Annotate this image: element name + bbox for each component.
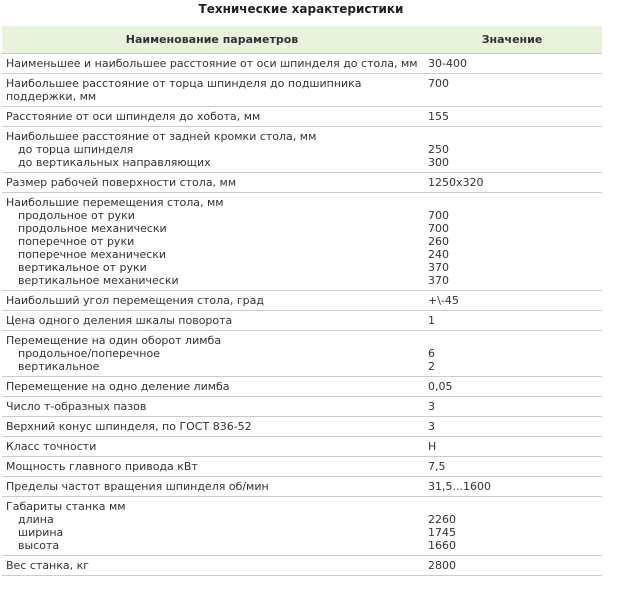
table-row [2,331,602,377]
parameter-label: Пределы частот вращения шпинделя об/мин [6,480,269,493]
table-header-row [2,26,602,54]
parameter-label: Наибольшие перемещения стола, мм [6,196,224,209]
parameter-value-cell [422,54,602,74]
parameter-value-cell [422,173,602,193]
parameter-value-cell [422,477,602,497]
parameter-value [428,500,598,513]
parameter-value-cell [422,193,602,291]
parameter-label: Мощность главного привода кВт [6,460,198,473]
parameter-label: Цена одного деления шкалы поворота [6,314,233,327]
parameter-name-cell [2,331,422,377]
parameter-value-cell [422,74,602,107]
parameter-value: 155 [428,110,449,123]
parameter-label: Расстояние от оси шпинделя до хобота, мм [6,110,261,123]
parameter-value-cell [422,397,602,417]
table-row [2,497,602,556]
parameter-name-cell [2,311,422,331]
parameter-value: 3 [428,420,435,433]
parameter-value [428,334,598,347]
parameter-value: 30-400 [428,57,467,70]
parameter-label: Наибольшее расстояние от задней кромки стола, мм [6,130,317,143]
parameter-value [428,130,598,143]
parameter-name-cell [2,107,422,127]
table-row [2,397,602,417]
parameter-sublabel: высота [18,539,60,552]
parameter-value: 260 [428,235,449,248]
header-parameter-name: Наименование параметров [2,26,422,54]
parameter-value: 0,05 [428,380,453,393]
parameter-value: 2 [428,360,435,373]
parameter-value-cell [422,437,602,457]
parameter-name-cell [2,477,422,497]
table-row [2,437,602,457]
parameter-name-cell [2,556,422,576]
parameter-value: 1745 [428,526,456,539]
parameter-value: Н [428,440,437,453]
parameter-sublabel: продольное/поперечное [18,347,160,360]
parameter-name-cell [2,54,422,74]
table-row [2,477,602,497]
table-row [2,127,602,173]
parameter-value: +\-45 [428,294,459,307]
table-row [2,173,602,193]
table-row [2,556,602,576]
parameter-name-cell [2,291,422,311]
parameter-value-cell [422,311,602,331]
page-title: Технические характеристики [198,2,404,16]
parameter-label: Наименьшее и наибольшее расстояние от оси шпинделя до стола, мм [6,57,418,70]
parameter-value: 1 [428,314,435,327]
parameter-label: Число т-образных пазов [6,400,147,413]
parameter-sublabel: длина [18,513,54,526]
parameter-sublabel: вертикальное от руки [18,261,147,274]
parameter-value: 7,5 [428,460,446,473]
parameter-value: 6 [428,347,435,360]
parameter-label: Класс точности [6,440,97,453]
parameter-value-cell [422,417,602,437]
parameter-sublabel: продольное от руки [18,209,135,222]
parameter-value [428,196,598,209]
parameter-value: 700 [428,222,449,235]
parameter-name-cell [2,457,422,477]
header-value: Значение [422,26,602,54]
parameter-name-cell [2,173,422,193]
parameter-name-cell [2,377,422,397]
parameter-name-cell [2,437,422,457]
parameter-value: 1660 [428,539,456,552]
table-row [2,193,602,291]
parameter-value-cell [422,127,602,173]
parameter-value: 700 [428,77,449,90]
parameter-label: Перемещение на одно деление лимба [6,380,230,393]
parameter-value-cell [422,497,602,556]
parameter-sublabel: поперечное от руки [18,235,135,248]
parameter-value: 3 [428,400,435,413]
parameter-value: 240 [428,248,449,261]
table-row [2,291,602,311]
parameter-name-cell [2,497,422,556]
parameter-sublabel: вертикальное механически [18,274,179,287]
parameter-label: Перемещение на один оборот лимба [6,334,222,347]
parameter-label: Верхний конус шпинделя, по ГОСТ 836-52 [6,420,252,433]
parameter-value-cell [422,331,602,377]
table-row [2,74,602,107]
parameter-value-cell [422,107,602,127]
parameter-value: 31,5...1600 [428,480,491,493]
parameter-value-cell [422,377,602,397]
parameter-sublabel: продольное механически [18,222,167,235]
parameter-label: Вес станка, кг [6,559,90,572]
parameter-value: 2800 [428,559,456,572]
parameter-sublabel: ширина [18,526,64,539]
parameter-value: 370 [428,274,449,287]
table-row [2,54,602,74]
parameter-value-cell [422,291,602,311]
parameter-name-cell [2,193,422,291]
table-row [2,311,602,331]
parameter-label: Габариты станка мм [6,500,126,513]
table-row [2,457,602,477]
spec-table [2,26,602,576]
table-row [2,417,602,437]
parameter-value: 1250х320 [428,176,484,189]
parameter-sublabel: до вертикальных направляющих [18,156,211,169]
parameter-name-cell [2,127,422,173]
table-row [2,377,602,397]
parameter-value: 2260 [428,513,456,526]
parameter-name-cell [2,417,422,437]
parameter-sublabel: до торца шпинделя [18,143,134,156]
parameter-label: Размер рабочей поверхности стола, мм [6,176,237,189]
parameter-value: 300 [428,156,449,169]
parameter-value-cell [422,556,602,576]
parameter-value: 250 [428,143,449,156]
parameter-label: Наибольшее расстояние от торца шпинделя до подшипника поддержки, мм [6,77,362,103]
parameter-value: 370 [428,261,449,274]
parameter-value: 700 [428,209,449,222]
parameter-name-cell [2,397,422,417]
parameter-name-cell [2,74,422,107]
parameter-label: Наибольший угол перемещения стола, град [6,294,265,307]
parameter-value-cell [422,457,602,477]
table-row [2,107,602,127]
table-body [2,54,602,576]
parameter-sublabel: вертикальное [18,360,100,373]
parameter-sublabel: поперечное механически [18,248,167,261]
